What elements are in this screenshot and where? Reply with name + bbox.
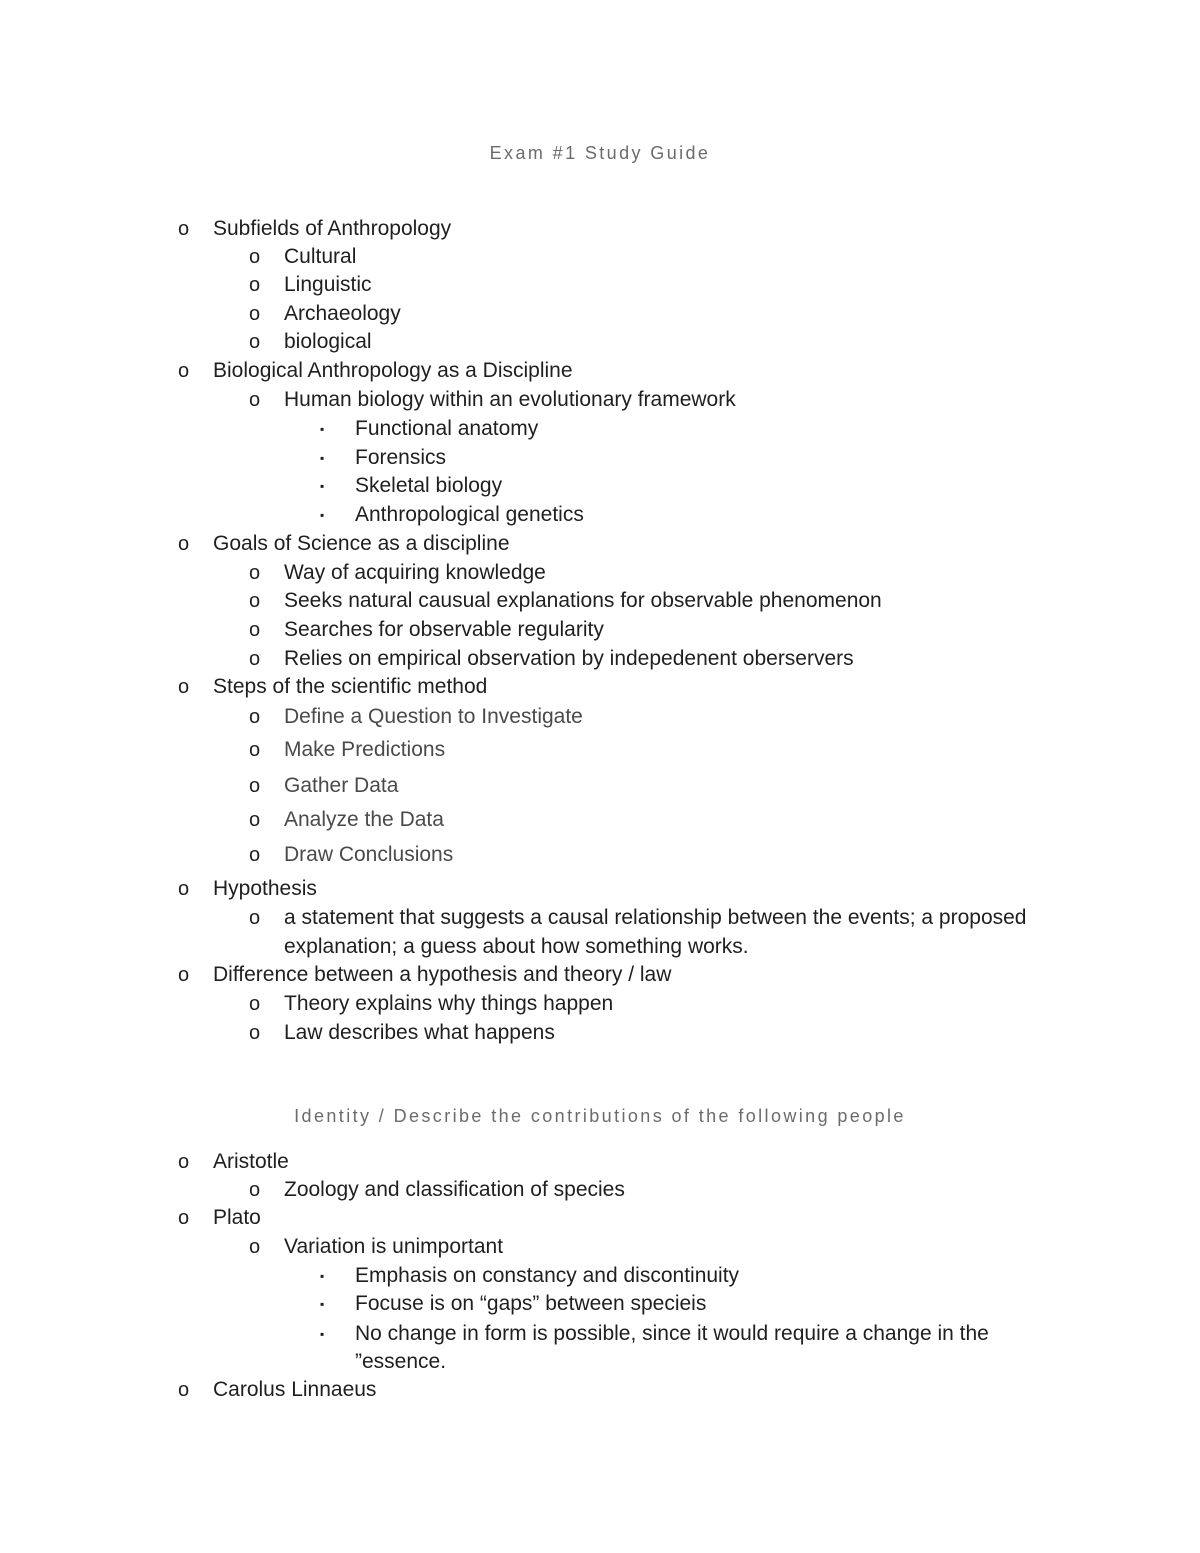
outline-item-text: Aristotle (213, 1150, 289, 1173)
outline-item-text: Archaeology (284, 302, 401, 325)
circle-bullet-icon: o (178, 1151, 190, 1173)
outline-item-text: Define a Question to Investigate (284, 705, 583, 728)
circle-bullet-icon: o (249, 274, 261, 296)
outline-item-text: Skeletal biology (355, 474, 503, 497)
outline-item-text: Variation is unimportant (284, 1235, 504, 1258)
circle-bullet-icon: o (178, 218, 190, 240)
outline-item-text: Gather Data (284, 774, 399, 797)
circle-bullet-icon: o (249, 331, 261, 353)
circle-bullet-icon: o (249, 993, 261, 1015)
outline-item-text: Searches for observable regularity (284, 618, 604, 641)
circle-bullet-icon: o (178, 1207, 190, 1229)
circle-bullet-icon: o (178, 964, 190, 986)
outline-item-text: Emphasis on constancy and discontinuity (355, 1264, 740, 1287)
outline-item-text: Cultural (284, 245, 357, 268)
circle-bullet-icon: o (249, 590, 261, 612)
square-bullet-icon: ▪ (320, 422, 325, 436)
outline-item-text: Human biology within an evolutionary framework (284, 388, 736, 411)
outline-item-text: Hypothesis (213, 877, 317, 900)
square-bullet-icon: ▪ (320, 1297, 325, 1311)
outline-item-text: Goals of Science as a discipline (213, 532, 510, 555)
outline-item-text: Plato (213, 1206, 261, 1229)
circle-bullet-icon: o (249, 1022, 261, 1044)
outline-item-text: Forensics (355, 446, 447, 469)
square-bullet-icon: ▪ (320, 508, 325, 522)
circle-bullet-icon: o (249, 1236, 261, 1258)
circle-bullet-icon: o (249, 775, 261, 797)
circle-bullet-icon: o (249, 648, 261, 670)
circle-bullet-icon: o (178, 878, 190, 900)
circle-bullet-icon: o (249, 706, 261, 728)
circle-bullet-icon: o (178, 533, 190, 555)
outline-item-text: Draw Conclusions (284, 843, 454, 866)
square-bullet-icon: ▪ (320, 451, 325, 465)
outline-item-text: biological (284, 330, 372, 353)
circle-bullet-icon: o (249, 389, 261, 411)
outline-item-text: Focuse is on “gaps” between specieis (355, 1292, 707, 1315)
circle-bullet-icon: o (249, 809, 261, 831)
circle-bullet-icon: o (249, 739, 261, 761)
outline-item-text: Linguistic (284, 273, 372, 296)
circle-bullet-icon: o (249, 1179, 261, 1201)
outline-item-text: Difference between a hypothesis and theory / law (213, 963, 672, 986)
outline-item-text: Law describes what happens (284, 1021, 555, 1044)
square-bullet-icon: ▪ (320, 1269, 325, 1283)
outline-item-text: Analyze the Data (284, 808, 444, 831)
outline-item-text: a statement that suggests a causal relationship between the events; a proposed (284, 906, 1027, 929)
outline-item-text: Carolus Linnaeus (213, 1378, 377, 1401)
outline-item-text: Seeks natural causual explanations for observable phenomenon (284, 589, 882, 612)
outline-item-text: Biological Anthropology as a Discipline (213, 359, 573, 382)
outline-item-text: Make Predictions (284, 738, 446, 761)
circle-bullet-icon: o (249, 303, 261, 325)
square-bullet-icon: ▪ (320, 1327, 325, 1341)
outline-item-text: Zoology and classification of species (284, 1178, 625, 1201)
outline-item-text: Subfields of Anthropology (213, 217, 452, 240)
circle-bullet-icon: o (249, 907, 261, 929)
outline-item-text: Functional anatomy (355, 417, 539, 440)
outline-item-text: Anthropological genetics (355, 503, 584, 526)
circle-bullet-icon: o (249, 562, 261, 584)
outline-item-text: Relies on empirical observation by indepedenent oberservers (284, 647, 854, 670)
outline-item-text: Way of acquiring knowledge (284, 561, 546, 584)
outline-item-text: ”essence. (355, 1350, 447, 1373)
outline-item-text: Theory explains why things happen (284, 992, 614, 1015)
circle-bullet-icon: o (249, 246, 261, 268)
outline-item-text: No change in form is possible, since it would require a change in the (355, 1322, 989, 1345)
circle-bullet-icon: o (178, 360, 190, 382)
circle-bullet-icon: o (178, 1379, 190, 1401)
page-title: Exam #1 Study Guide (489, 143, 711, 163)
outline-item-text: explanation; a guess about how something works. (284, 935, 749, 958)
circle-bullet-icon: o (249, 619, 261, 641)
section-heading: Identity / Describe the contributions of the following people (294, 1106, 906, 1126)
circle-bullet-icon: o (178, 676, 190, 698)
circle-bullet-icon: o (249, 844, 261, 866)
outline-item-text: Steps of the scientific method (213, 675, 488, 698)
square-bullet-icon: ▪ (320, 479, 325, 493)
